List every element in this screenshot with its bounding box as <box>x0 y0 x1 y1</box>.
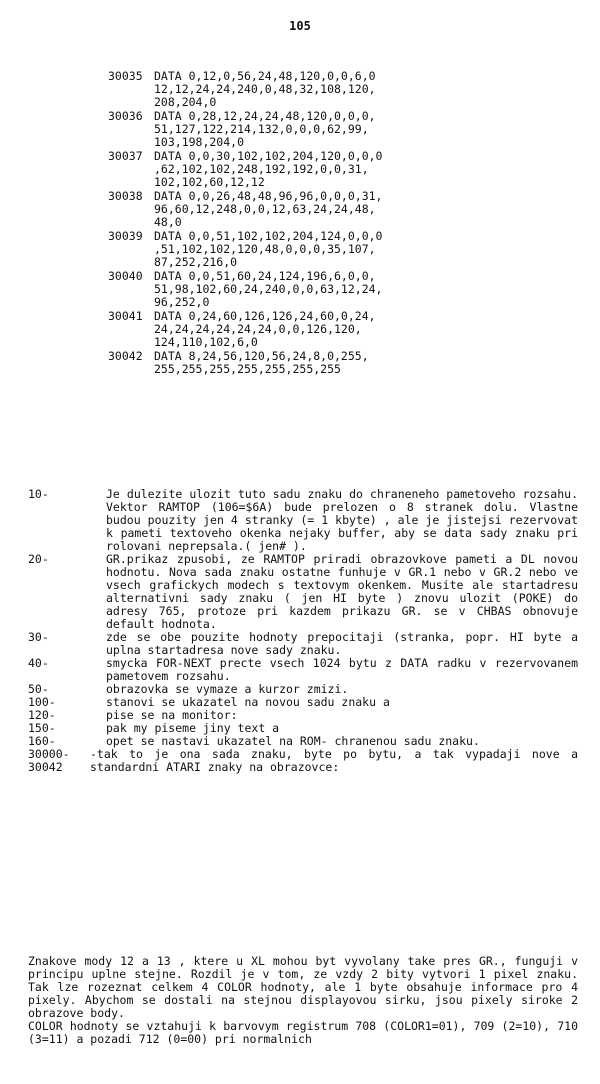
note-text: zde se obe pouzite hodnoty prepocitaji (stranka, popr. HI byte a uplna startadresa nove sady znaku. <box>106 630 578 657</box>
note-text: pak my piseme jiny text a <box>106 721 280 735</box>
line-number: 30036 <box>108 109 143 123</box>
body-paragraph: Znakove mody 12 a 13 , ktere u XL mohou byt vyvolany take pres GR., funguji v principu uplne stejne. Rozdil je v tom, ze vzdy 2 bity vytvori 1 pixel znaku. Tak lze rozeznat celkem 4 COLOR hodnoty, ale 1 byte obsahuje informace pro 4 pixely. Abychom se dostali na stejnou displayovou sirku, jsou pixely siroke 2 obrazove body. COLOR hodnoty se vztahuji k barvovym registrum 708 (COLOR1=01), 709 (2=10), 710 (3=11) a pozadi 712 (0=00) pri normalnich <box>28 954 578 1046</box>
line-number: 30035 <box>108 69 143 83</box>
line-text: DATA 8,24,56,120,56,24,8,0,255, 255,255,255,255,255,255,255 <box>154 349 369 376</box>
line-number: 30041 <box>108 309 143 323</box>
note-item <box>28 657 578 683</box>
note-text: -tak to je ona sada znaku, byte po bytu, a tak vypadaji nove a standardni ATARI znaky na obrazovce: <box>90 747 578 774</box>
line-number: 30037 <box>108 149 143 163</box>
line-number: 30038 <box>108 189 143 203</box>
line-text: DATA 0,28,12,24,24,48,120,0,0,0, 51,127,122,214,132,0,0,0,62,99, 103,198,204,0 <box>154 109 376 149</box>
line-notes <box>28 488 578 774</box>
note-key: 30- <box>28 630 49 644</box>
note-text: smycka FOR-NEXT precte vsech 1024 bytu z DATA radku v rezervovanem pametovem rozsahu. <box>106 656 578 683</box>
note-text: GR.prikaz zpusobi, ze RAMTOP priradi obrazovkove pameti a DL novou hodnotu. Nova sada znaku ostatne funhuje v GR.1 nebo v GR.2 nebo ve vsech grafickych modech s textovym okenkem. Musite ale startadresu alternativni sady znaku ( jen HI byte ) znovu ulozit (POKE) do adresy 765, protoze pri kazdem prikazu GR. se v CHBAS obnovuje default hodnota. <box>106 552 578 631</box>
line-text: DATA 0,0,51,102,102,204,124,0,0,0 ,51,102,102,120,48,0,0,0,35,107, 87,252,216,0 <box>154 229 383 269</box>
line-text: DATA 0,0,51,60,24,124,196,6,0,0, 51,98,102,60,24,240,0,0,63,12,24, 96,252,0 <box>154 269 383 309</box>
note-text: opet se nastavi ukazatel na ROM- chranenou sadu znaku. <box>106 734 480 748</box>
data-listing <box>108 70 578 377</box>
line-text: DATA 0,12,0,56,24,48,120,0,0,6,0 12,12,24,24,240,0,48,32,108,120, 208,204,0 <box>154 69 376 109</box>
data-line <box>108 350 578 376</box>
note-key: 100- <box>28 695 56 709</box>
note-text: obrazovka se vymaze a kurzor zmizi. <box>106 682 349 696</box>
line-number: 30040 <box>108 269 143 283</box>
line-text: DATA 0,0,26,48,48,96,96,0,0,0,31, 96,60,12,248,0,0,12,63,24,24,48, 48,0 <box>154 189 383 229</box>
line-text: DATA 0,0,30,102,102,204,120,0,0,0 ,62,102,102,248,192,192,0,0,31, 102,102,60,12,12 <box>154 149 383 189</box>
data-line <box>108 110 578 149</box>
note-key: 10- <box>28 487 49 501</box>
note-key: 20- <box>28 552 49 566</box>
data-line <box>108 70 578 109</box>
note-item-range <box>28 748 578 774</box>
note-item <box>28 631 578 657</box>
note-key: 160- <box>28 734 56 748</box>
data-line <box>108 150 578 189</box>
page-number: 105 <box>289 19 311 33</box>
data-line <box>108 230 578 269</box>
note-text: Je dulezite ulozit tuto sadu znaku do chraneneho pametoveho rozsahu. Vektor RAMTOP (106=$6A) bude prelozen o 8 stranek dolu. Vlastne budou pouzity jen 4 stranky (= 1 kbyte) , ale je jistejsi rezervovat k pameti textoveho okenka nejaky buffer, aby se data sady znaku pri rolovani neprepsala.( jen# ). <box>106 487 578 553</box>
note-text: pise se na monitor: <box>106 708 238 722</box>
note-item <box>28 553 578 631</box>
data-line <box>108 270 578 309</box>
note-item <box>28 488 578 553</box>
note-key: 50- <box>28 682 49 696</box>
line-number: 30042 <box>108 349 143 363</box>
note-key: 40- <box>28 656 49 670</box>
line-text: DATA 0,24,60,126,126,24,60,0,24, 24,24,24,24,24,24,0,0,126,120, 124,110,102,6,0 <box>154 309 376 349</box>
data-line <box>108 190 578 229</box>
note-text: stanovi se ukazatel na novou sadu znaku a <box>106 695 390 709</box>
note-key: 120- <box>28 708 56 722</box>
data-line <box>108 310 578 349</box>
note-key: 150- <box>28 721 56 735</box>
line-number: 30039 <box>108 229 143 243</box>
note-key: 30000-30042 <box>28 747 70 774</box>
